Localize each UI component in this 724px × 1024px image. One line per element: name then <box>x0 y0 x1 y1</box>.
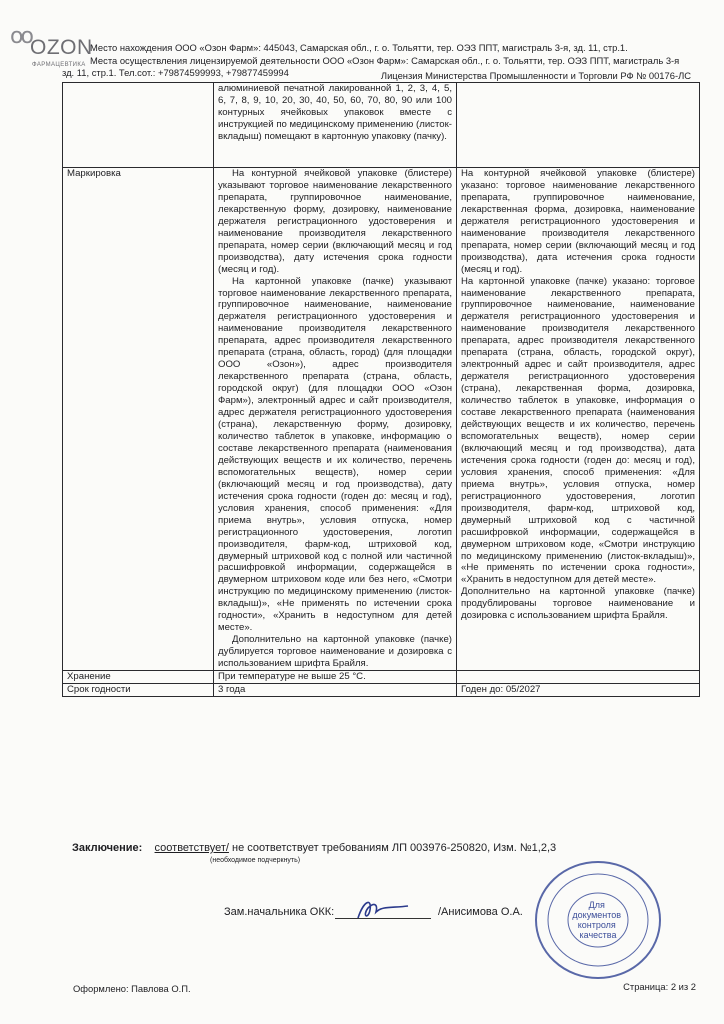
marking-res-braille: Дополнительно на картонной упаковке (пачке) продублированы торговое наименование и дозировка с использованием шрифта Брайля. <box>461 586 695 622</box>
header-sites: Места осуществления лицензируемой деятельности ООО «Озон Фарм»: Самарская обл., г. о. Тольятти, тер. ОЭЗ ППТ, магистраль 3-я <box>90 55 680 66</box>
conclusion-complies: соответствует/ <box>154 842 229 854</box>
shelf-life-label: Срок годности <box>63 683 214 696</box>
prepared-by: Оформлено: Павлова О.П. <box>73 983 191 994</box>
marking-requirement <box>214 168 457 671</box>
conclusion <box>72 842 556 854</box>
company-logo <box>10 22 93 72</box>
stamp-text: Для документов контроля качества <box>572 900 622 940</box>
marking-req-carton: На картонной упаковке (пачке) указывают торговое наименование лекарственного препарата, группировочное наименование, наименование держателя регистрационного удостоверения и наименование производителя лекарственного препарата, адрес производителя лекарственного препарата (страна, область, город) (для площадки ООО «Озон»), адрес производителя лекарственного препарата (страна, область, городской округ) (для площадки ООО «Озон Фарм»), электронный адрес и сайт производителя, адрес держателя регистрационного удостоверения (страна), лекарственную форму, дозировку, количество таблеток в упаковке, информацию о составе лекарственного препарата (наименования действующих веществ и их количество, перечень вспомогательных веществ), номер серии (включающий месяц и год производства), дату истечения срока годности (годен до: месяц и год), условия хранения, способ применения: «Для приема внутрь», условия отпуска, номер регистрационного удостоверения, логотип производителя, фарм-код, штриховой код, двумерный штриховой код с полной или частичной расшифровкой информации, содержащейся в двумерном штриховом коде или без него, «Смотри инструкцию по медицинскому применению (листок-вкладыш)», «Не применять по истечении срока годности», «Хранить в недоступном для детей месте». <box>218 275 452 634</box>
table-row <box>63 83 700 168</box>
header-address: Место нахождения ООО «Озон Фарм»: 445043, Самарская обл., г. о. Тольятти, тер. ОЭЗ ППТ, магистраль 3-я, зд. 11, стр.1. <box>90 42 628 53</box>
signature-name: /Анисимова О.А. <box>438 906 523 918</box>
spec-table <box>62 82 700 697</box>
marking-res-carton: На картонной упаковке (пачке) указано: торговое наименование лекарственного препарата, группировочное наименование, наименование держателя регистрационного удостоверения и наименование производителя лекарственного препарата, адрес производителя лекарственного препарата (страна, область, городской округ), электронный адрес и сайт производителя, адрес держателя регистрационного удостоверения (страна), лекарственная форма, дозировка, количество таблеток в упаковке, информация о составе лекарственного препарата (наименования действующих веществ и их количество, перечень вспомогательных веществ), номер серии (включающий месяц и год производства), дата истечения срока годности (годен до: месяц и год), условия хранения, способ применения: «Для приема внутрь», условия отпуска, номер регистрационного удостоверения, логотип производителя, фарм-код, штриховой код, двумерный штриховой код с частичной расшифровкой информации, содержащейся в двумерном штриховом коде, «Смотри инструкцию по медицинскому применению (листок-вкладыш)», «Не применять по истечении срока годности», «Хранить в недоступном для детей месте». <box>461 275 695 586</box>
table-row-storage <box>63 671 700 684</box>
conclusion-label: Заключение: <box>72 842 143 854</box>
shelf-life-result: Годен до: 05/2027 <box>457 683 700 696</box>
header-license: Лицензия Министерства Промышленности и Торговли РФ № 00176-ЛС <box>380 70 691 81</box>
conclusion-note: (необходимое подчеркнуть) <box>210 857 301 864</box>
signature-role: Зам.начальника ОКК: <box>224 906 335 918</box>
logo-subtitle: ФАРМАЦЕВТИКА <box>32 62 86 68</box>
marking-req-braille: Дополнительно на картонной упаковке (пачке) дублируется торговое наименование и дозировка с использованием шрифта Брайля. <box>218 634 452 670</box>
qc-stamp-icon <box>520 858 670 988</box>
table-row-shelf-life <box>63 683 700 696</box>
marking-res-blister: На контурной ячейковой упаковке (блистере) указано: торговое наименование лекарственного препарата, группировочное наименование, лекарственная форма, дозировка, наименование держателя регистрационного удостоверения и наименование производителя лекарственного препарата, номер серии (включающий месяц и год производства), дата истечения срока годности (месяц и год). <box>461 168 695 275</box>
storage-requirement: При температуре не выше 25 °С. <box>214 671 457 684</box>
header-phones: зд. 11, стр.1. Тел.сот.: +79874599993, +79877459994 <box>62 67 289 78</box>
signature-scrawl-icon <box>352 896 412 926</box>
storage-label: Хранение <box>63 671 214 684</box>
marking-label: Маркировка <box>63 168 214 671</box>
logo-mark-icon: oo <box>10 24 31 49</box>
conclusion-text: не соответствует требованиям ЛП 003976-250820, Изм. №1,2,3 <box>228 842 557 854</box>
page-number: Страница: 2 из 2 <box>623 981 696 992</box>
logo-word: OZON <box>30 36 93 59</box>
marking-result <box>457 168 700 671</box>
shelf-life-requirement: 3 года <box>214 683 457 696</box>
marking-req-blister: На контурной ячейковой упаковке (блистере) указывают торговое наименование лекарственного препарата, группировочное наименование, лекарственную форму, дозировку, наименование держателя регистрационного удостоверения и наименование производителя лекарственного препарата, номер серии (включающий месяц и год производства), дату истечения срока годности (месяц и год). <box>218 168 452 275</box>
packaging-requirement: алюминиевой печатной лакированной 1, 2, 3, 4, 5, 6, 7, 8, 9, 10, 20, 30, 40, 50, 60, 70, 80, 90 или 100 контурных ячейковых упаковок вместе с инструкцией по медицинскому применению (листок-вкладыш) помещают в картонную упаковку (пачку). <box>214 83 457 168</box>
table-row-marking <box>63 168 700 671</box>
